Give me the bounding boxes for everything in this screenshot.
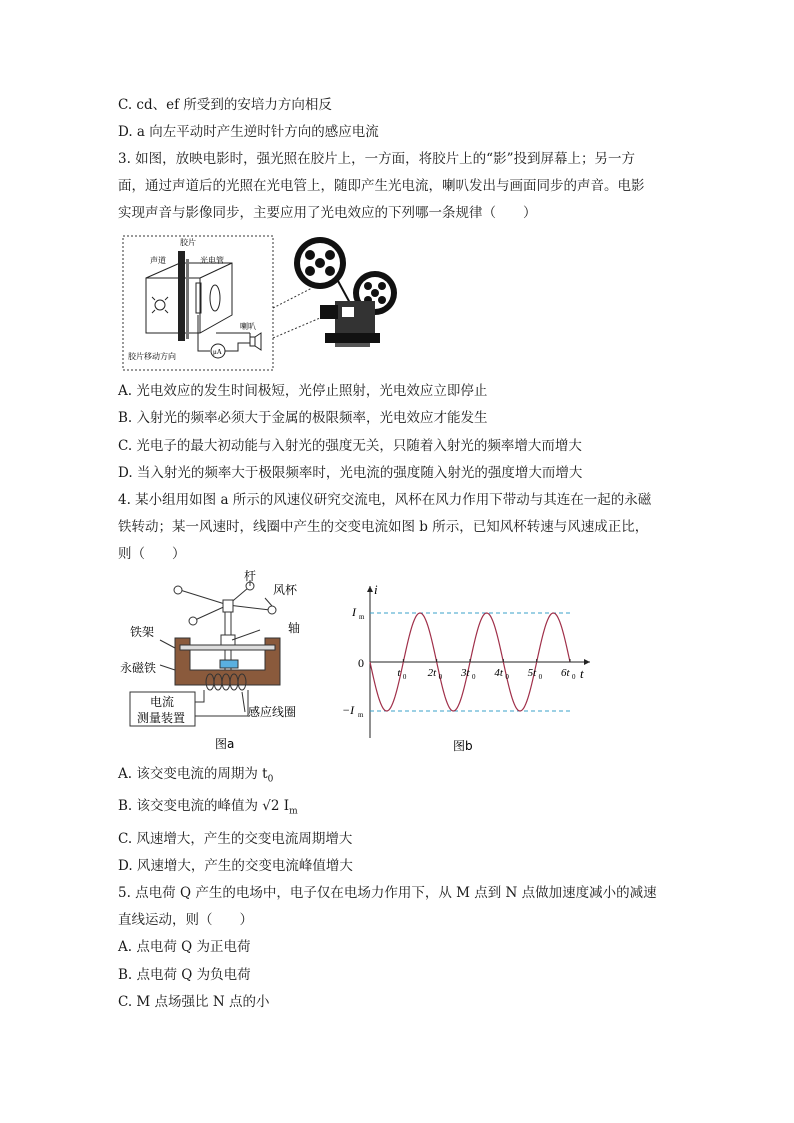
q4-option-d: D. 风速增大，产生的交变电流峰值增大 bbox=[118, 858, 353, 874]
projector-figure bbox=[120, 233, 400, 373]
label-film: 胶片 bbox=[180, 238, 196, 247]
q4-stem-line-2: 铁转动；某一风速时，线圈中产生的交变电流如图 b 所示，已知风杯转速与风速成正比， bbox=[118, 519, 649, 535]
q5-option-b: B. 点电荷 Q 为负电荷 bbox=[118, 967, 251, 983]
film-projector-icon bbox=[294, 237, 397, 347]
label-tube: 光电管 bbox=[200, 256, 224, 265]
x-tick-label: 6t bbox=[561, 667, 570, 679]
q3-stem-line-1: 3. 如图，放映电影时，强光照在胶片上，一方面，将胶片上的“影”投到屏幕上；另一方 bbox=[118, 151, 635, 167]
wind-cup bbox=[189, 617, 197, 625]
im-label: I bbox=[352, 605, 356, 619]
film-strip bbox=[178, 251, 185, 341]
label-device-line-2: 测量装置 bbox=[137, 711, 186, 725]
lamp-icon bbox=[155, 300, 165, 310]
q4-stem-line-1: 4. 某小组用如图 a 所示的风速仪研究交流电，风杯在风力作用下带动与其连在一起的永磁 bbox=[118, 492, 652, 508]
label-speaker: 喇叭 bbox=[240, 322, 256, 331]
q3-option-c: C. 光电子的最大初动能与入射光的强度无关，只随着入射光的频率增大而增大 bbox=[118, 438, 582, 454]
x-tick-label: 3t bbox=[461, 667, 470, 679]
wind-cup bbox=[174, 586, 182, 594]
label-track: 声道 bbox=[150, 256, 166, 265]
x-tick-label-sub: 0 bbox=[572, 673, 576, 681]
x-axis-label: t bbox=[580, 666, 584, 681]
q5-option-c: C. M 点场强比 N 点的小 bbox=[118, 994, 270, 1010]
q3-option-b: B. 入射光的频率必须大于金属的极限频率，光电效应才能发生 bbox=[118, 410, 488, 426]
label-magnet: 永磁铁 bbox=[120, 661, 157, 675]
im-label-sub: m bbox=[359, 613, 365, 621]
q2-option-d: D. a 向左平动时产生逆时针方向的感应电流 bbox=[118, 124, 379, 140]
x-tick-label-sub: 0 bbox=[538, 673, 543, 681]
q5-stem-line-1: 5. 点电荷 Q 产生的电场中，电子仅在电场力作用下，从 M 点到 N 点做加速度减小的减速 bbox=[118, 885, 657, 901]
caption-fig-a: 图a bbox=[215, 737, 235, 751]
ac-current-chart bbox=[340, 578, 600, 760]
origin-label: 0 bbox=[358, 656, 364, 670]
speaker-icon bbox=[250, 337, 255, 346]
q4-option-b-sub: m bbox=[289, 806, 298, 817]
label-cup: 风杯 bbox=[273, 583, 298, 597]
label-frame: 铁架 bbox=[130, 625, 155, 639]
y-axis-label: i bbox=[374, 582, 378, 597]
label-axis: 轴 bbox=[288, 621, 301, 635]
x-tick-label: 2t bbox=[427, 667, 437, 679]
anemometer-figure bbox=[120, 570, 330, 760]
q2-option-c: C. cd、ef 所受到的安培力方向相反 bbox=[118, 97, 332, 113]
label-meter: μA bbox=[213, 348, 222, 356]
caption-fig-b: 图b bbox=[453, 739, 473, 753]
x-tick-label-sub: 0 bbox=[402, 673, 407, 681]
x-tick-label: 4t bbox=[494, 667, 503, 679]
q3-stem-line-2: 面，通过声道后的光照在光电管上，随即产生光电流，喇叭发出与画面同步的声音。电影 bbox=[118, 178, 645, 194]
q3-option-d: D. 当入射光的频率大于极限频率时，光电流的强度随入射光的强度增大而增大 bbox=[118, 465, 583, 481]
q3-option-a: A. 光电效应的发生时间极短，光停止照射，光电效应立即停止 bbox=[118, 383, 488, 399]
q4-option-b: B. 该交变电流的峰值为 √2 $I_m$ bbox=[118, 798, 298, 817]
label-rod: 杆 bbox=[244, 570, 257, 583]
q4-option-a: A. 该交变电流的周期为 $t_0$ bbox=[118, 766, 274, 785]
x-tick-label-sub: 0 bbox=[472, 673, 476, 681]
x-tick-label: t bbox=[397, 667, 401, 679]
wind-cup bbox=[268, 606, 276, 614]
q4-option-c: C. 风速增大，产生的交变电流周期增大 bbox=[118, 831, 353, 847]
q3-stem-line-3: 实现声音与影像同步，主要应用了光电效应的下列哪一条规律（ ） bbox=[118, 205, 537, 221]
label-coil: 感应线圈 bbox=[248, 705, 297, 719]
neg-im-label: −I bbox=[342, 703, 355, 717]
x-tick-label: 5t bbox=[527, 667, 537, 679]
q4-stem-line-3: 则（ ） bbox=[118, 546, 186, 562]
x-tick-label-sub: 0 bbox=[505, 673, 509, 681]
q5-option-a: A. 点电荷 Q 为正电荷 bbox=[118, 939, 251, 955]
x-tick-label-sub: 0 bbox=[438, 673, 443, 681]
q5-stem-line-2: 直线运动，则（ ） bbox=[118, 912, 253, 928]
label-film-direction: 胶片移动方向 bbox=[128, 352, 176, 361]
label-device-line-1: 电流 bbox=[150, 695, 175, 709]
neg-im-label-sub: m bbox=[358, 711, 364, 719]
q4-option-a-sub: 0 bbox=[267, 774, 274, 785]
